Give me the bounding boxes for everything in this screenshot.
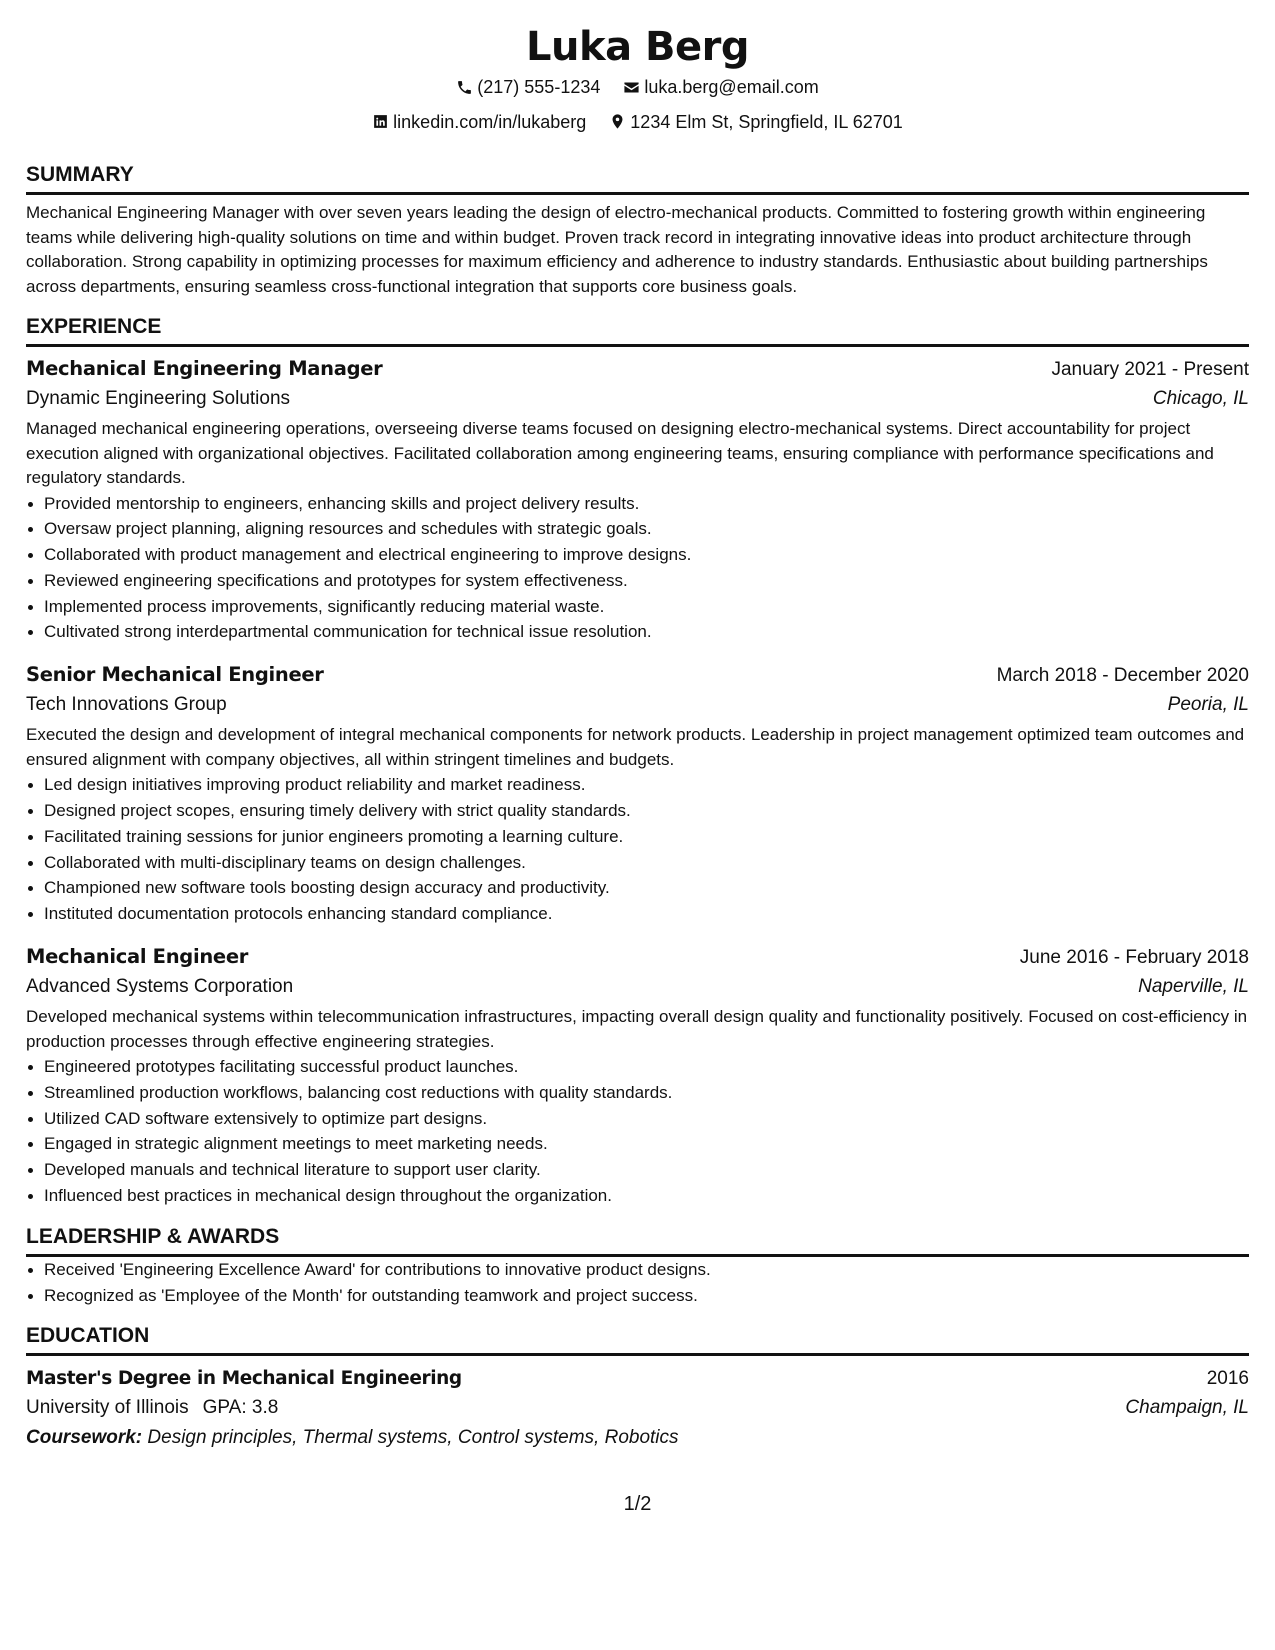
coursework-line — [26, 1423, 1249, 1453]
map-marker-icon — [609, 113, 626, 130]
address-text: 1234 Elm St, Springfield, IL 62701 — [630, 111, 903, 132]
job-description: Developed mechanical systems within telecommunication infrastructures, impacting overall design quality and functionality positively. Focused on cost-efficiency in production processes through effective engineering strategies. — [26, 1007, 1248, 1051]
awards-section — [26, 1224, 1249, 1309]
phone-contact — [456, 75, 600, 99]
job-bullet: Reviewed engineering specifications and prototypes for system effectiveness. — [44, 568, 1249, 594]
job-bullets — [26, 772, 1249, 927]
job-location: Chicago, IL — [1152, 388, 1249, 409]
job-location: Peoria, IL — [1167, 694, 1249, 716]
experience-heading: EXPERIENCE — [26, 314, 1249, 347]
phone-text: (217) 555-1234 — [477, 77, 601, 97]
job-bullet: Collaborated with product management and electrical engineering to improve designs. — [44, 542, 1249, 568]
education-section — [26, 1323, 1249, 1453]
job-bullet: Developed manuals and technical literature to support user clarity. — [44, 1157, 1249, 1183]
awards-heading: LEADERSHIP & AWARDS — [26, 1224, 1249, 1257]
contact-line-secondary — [26, 110, 1249, 137]
candidate-name: Luka Berg — [526, 24, 749, 70]
school-row — [26, 1393, 1249, 1423]
job-title: Mechanical Engineering Manager — [26, 357, 383, 380]
envelope-icon — [623, 79, 640, 96]
job-company: Advanced Systems Corporation — [26, 976, 294, 998]
job-bullet: Championed new software tools boosting design accuracy and productivity. — [44, 875, 1249, 901]
job-header-row — [26, 943, 1249, 972]
phone-icon — [456, 79, 473, 96]
job-company: Tech Innovations Group — [26, 694, 227, 716]
email-text: luka.berg@email.com — [644, 77, 819, 97]
job-bullet: Provided mentorship to engineers, enhancing skills and project delivery results. — [44, 491, 1249, 517]
job-bullet: Utilized CAD software extensively to optimize part designs. — [44, 1106, 1249, 1132]
job-entry — [26, 661, 1249, 927]
job-title: Senior Mechanical Engineer — [26, 663, 324, 687]
education-heading: EDUCATION — [26, 1323, 1249, 1356]
summary-section — [26, 162, 1249, 299]
job-bullet: Facilitated training sessions for junior engineers promoting a learning culture. — [44, 824, 1249, 850]
page-number: 1/2 — [623, 1493, 652, 1515]
job-bullet: Led design initiatives improving product reliability and market readiness. — [44, 772, 1249, 798]
job-company-row — [26, 690, 1249, 720]
job-location: Naperville, IL — [1138, 976, 1249, 998]
job-bullet: Designed project scopes, ensuring timely delivery with strict quality standards. — [44, 798, 1249, 824]
job-header-row — [26, 355, 1249, 384]
job-title: Mechanical Engineer — [26, 945, 249, 969]
linkedin-icon — [372, 113, 389, 130]
school-info — [26, 1393, 278, 1423]
job-company-row — [26, 972, 1249, 1002]
gpa: GPA: 3.8 — [202, 1397, 279, 1419]
coursework-list: Design principles, Thermal systems, Control systems, Robotics — [147, 1427, 679, 1449]
job-company-row — [26, 384, 1249, 414]
job-dates: January 2021 - Present — [1051, 359, 1249, 380]
job-bullet: Implemented process improvements, significantly reducing material waste. — [44, 594, 1249, 620]
resume-page — [26, 22, 1249, 1453]
contact-line-primary — [26, 75, 1249, 102]
graduation-year: 2016 — [1206, 1368, 1249, 1390]
job-bullets — [26, 1054, 1249, 1209]
job-dates: March 2018 - December 2020 — [996, 665, 1249, 687]
linkedin-text: linkedin.com/in/lukaberg — [393, 111, 587, 132]
job-bullet: Oversaw project planning, aligning resources and schedules with strategic goals. — [44, 516, 1249, 542]
job-bullet: Influenced best practices in mechanical design throughout the organization. — [44, 1183, 1249, 1209]
job-bullet: Engaged in strategic alignment meetings to meet marketing needs. — [44, 1131, 1249, 1157]
job-bullet: Streamlined production workflows, balancing cost reductions with quality standards. — [44, 1080, 1249, 1106]
linkedin-contact[interactable] — [372, 110, 586, 134]
award-item: Recognized as 'Employee of the Month' for outstanding teamwork and project success. — [44, 1283, 1249, 1309]
job-company: Dynamic Engineering Solutions — [26, 388, 291, 409]
summary-heading: SUMMARY — [26, 162, 1249, 195]
job-entry — [26, 943, 1249, 1209]
job-bullet: Collaborated with multi-disciplinary teams on design challenges. — [44, 850, 1249, 876]
degree-title: Master's Degree in Mechanical Engineering — [26, 1368, 462, 1390]
job-header-row — [26, 661, 1249, 690]
awards-list — [26, 1257, 1249, 1309]
job-bullets — [26, 491, 1249, 646]
job-description: Executed the design and development of integral mechanical components for network products. Leadership in project management optimized team outcomes and ensured alignment with company objectives, all within stringent timelines and budgets. — [26, 725, 1245, 769]
coursework-label: Coursework: — [26, 1427, 143, 1449]
job-bullet: Instituted documentation protocols enhancing standard compliance. — [44, 901, 1249, 927]
school-location: Champaign, IL — [1125, 1397, 1249, 1419]
job-bullet: Engineered prototypes facilitating successful product launches. — [44, 1054, 1249, 1080]
email-contact[interactable] — [623, 75, 818, 99]
school-name: University of Illinois — [26, 1397, 189, 1419]
address-contact — [609, 110, 903, 134]
award-item: Received 'Engineering Excellence Award' for contributions to innovative product designs. — [44, 1257, 1249, 1283]
job-description: Managed mechanical engineering operations, overseeing diverse teams focused on designing electro-mechanical systems. Direct accountability for project execution aligned with organizational objectives. Facilitated collaboration among engineering teams, ensuring compliance with performance specifications and regulatory standards. — [26, 419, 1214, 487]
summary-text: Mechanical Engineering Manager with over seven years leading the design of electro-mechanical products. Committed to fostering growth within engineering teams while delivering high-quality solutions on time and within budget. Proven track record in integrating innovative ideas into product architecture through collaboration. Strong capability in optimizing processes for maximum efficiency and adherence to industry standards. Enthusiastic about building partnerships across departments, ensuring seamless cross-functional integration that supports core business goals. — [26, 203, 1208, 296]
job-dates: June 2016 - February 2018 — [1019, 947, 1249, 969]
experience-section — [26, 314, 1249, 1209]
job-bullet: Cultivated strong interdepartmental communication for technical issue resolution. — [44, 619, 1249, 645]
job-entry — [26, 355, 1249, 645]
resume-header — [26, 22, 1249, 136]
degree-row — [26, 1365, 1249, 1393]
education-entry — [26, 1365, 1249, 1453]
